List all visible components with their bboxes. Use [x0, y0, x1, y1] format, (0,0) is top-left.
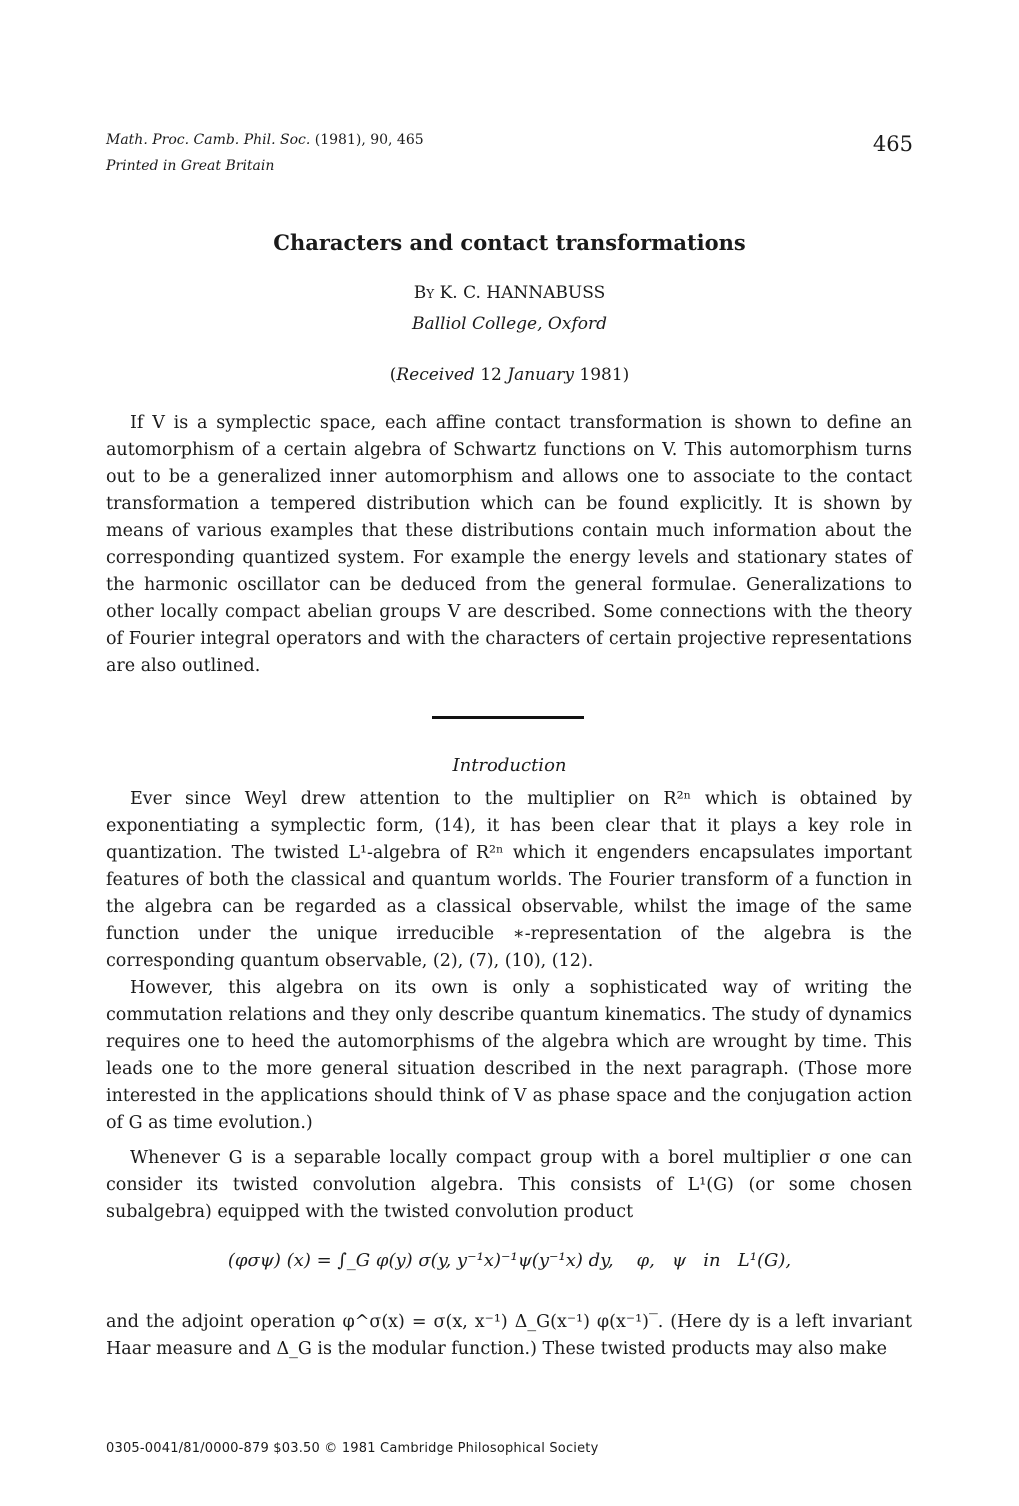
- copyright-footer: 0305-0041/81/0000-879 $03.50 © 1981 Cambridge Philosophical Society: [106, 1441, 599, 1456]
- paper-title: Characters and contact transformations: [273, 230, 746, 255]
- journal-name: Math. Proc. Camb. Phil. Soc.: [106, 132, 311, 148]
- paragraph: Whenever G is a separable locally compact group with a borel multiplier σ one can consider its twisted convolution algebra. This consists of L¹(G) (or some chosen subalgebra) equipped with the twisted convolution product: [106, 1148, 912, 1222]
- section-heading: Introduction: [452, 755, 567, 776]
- received-day: 12: [474, 365, 508, 385]
- section-divider: [432, 716, 584, 719]
- received-date: [0, 365, 1019, 385]
- abstract-text: If V is a symplectic space, each affine contact transformation is shown to define an automorphism of a certain algebra of Schwartz functions on V. This automorphism turns out to be a generalized inner automorphism and allows one to associate to the contact transformation a tempered distribution which can be found explicitly. It is shown by means of various examples that these distributions contain much information about the corresponding quantized system. For example the energy levels and stationary states of the harmonic oscillator can be deduced from the general formulae. Generalizations to other locally compact abelian groups V are described. Some connections with the theory of Fourier integral operators and with the characters of certain projective representations are also outlined.: [106, 413, 912, 676]
- received-open: (: [389, 365, 397, 385]
- paragraph: and the adjoint operation φ^σ(x) = σ(x, x⁻¹) Δ_G(x⁻¹) φ(x⁻¹)‾. (Here dy is a left invariant Haar measure and Δ_G is the modular function.) These twisted products may also make: [106, 1312, 912, 1359]
- equation: (φσψ) (x) = ∫_G φ(y) σ(y, y⁻¹x)⁻¹ψ(y⁻¹x) dy, φ, ψ in L¹(G),: [227, 1250, 792, 1271]
- intro-body-2: [106, 1145, 912, 1226]
- intro-body: [106, 786, 912, 1137]
- affiliation: Balliol College, Oxford: [411, 314, 607, 334]
- received-year: 1981): [573, 365, 630, 385]
- author-line: [0, 283, 1019, 303]
- paragraph: Ever since Weyl drew attention to the multiplier on R²ⁿ which is obtained by exponentiating a symplectic form, (14), it has been clear that it plays a key role in quantization. The twisted L¹-algebra of R²ⁿ which it engenders encapsulates important features of both the classical and quantum worlds. The Fourier transform of a function in the algebra can be regarded as a classical observable, whilst the image of the same function under the unique irreducible ∗-representation of the algebra is the corresponding quantum observable, (2), (7), (10), (12).: [106, 789, 912, 971]
- author-name: K. C. HANNABUSS: [439, 283, 606, 303]
- printed-in: Printed in Great Britain: [106, 158, 275, 174]
- paragraph: However, this algebra on its own is only a sophisticated way of writing the commutation relations and they only describe quantum kinematics. The study of dynamics requires one to heed the automorphisms of the algebra which are wrought by time. This leads one to the more general situation described in the next paragraph. (Those more interested in the applications should think of V as phase space and the conjugation action of G as time evolution.): [106, 978, 912, 1133]
- received-month: January: [507, 365, 574, 385]
- author-by: By: [413, 283, 435, 303]
- page-number: 465: [872, 132, 913, 156]
- intro-body-3: [106, 1309, 912, 1363]
- received-word: Received: [396, 365, 475, 385]
- abstract: [106, 410, 912, 680]
- journal-volume: (1981), 90, 465: [310, 132, 424, 148]
- journal-citation: [106, 132, 424, 148]
